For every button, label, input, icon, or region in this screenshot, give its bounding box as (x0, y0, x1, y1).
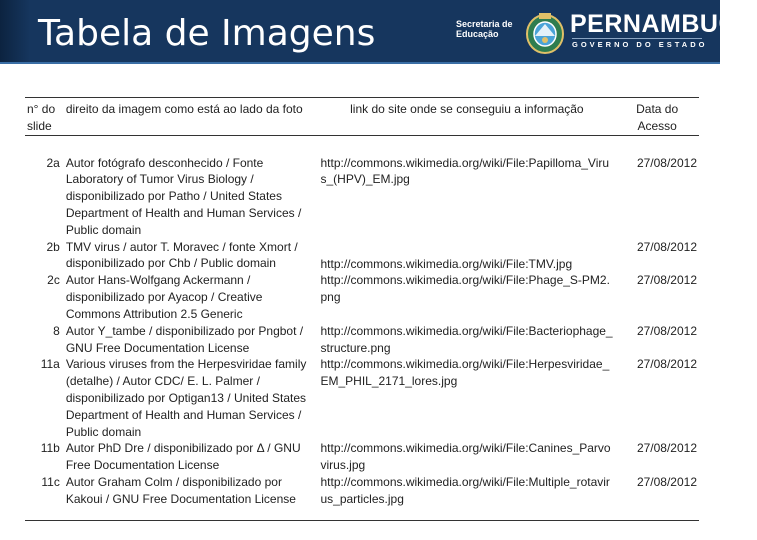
cell-date: 27/08/2012 (636, 273, 697, 288)
table-row (25, 323, 699, 357)
cell-link[interactable]: http://commons.wikimedia.org/wiki/File:Multiple_rotavirus_particles.jpg (318, 474, 615, 520)
header-link: link do site onde se conseguiu a informação (318, 98, 615, 136)
cell-rights: Various viruses from the Herpesviridae family (detalhe) / Autor CDC/ E. L. Palmer / disponibilizado por Optigan13 / United States Department of Health and Human Services / Public domain (65, 357, 307, 439)
cell-slide: 2c (47, 273, 60, 288)
header-slide-line-1: n° do (27, 102, 56, 116)
header-divider (0, 62, 720, 64)
header-slide-line-2: slide (27, 118, 52, 133)
cell-rights: Autor PhD Dre / disponibilizado por Δ / GNU Free Documentation License (65, 441, 301, 473)
table-row (25, 440, 699, 474)
header-date-line-1: Data do (636, 102, 679, 116)
cell-rights: Autor Y_tambe / disponibilizado por Pngbot / GNU Free Documentation License (65, 323, 304, 355)
brand-subtitle: GOVERNO DO ESTADO (572, 40, 708, 49)
header-date-line-2: Acesso (637, 118, 677, 133)
state-crest-icon (523, 10, 567, 56)
cell-rights: Autor Hans-Wolfgang Ackermann / disponibilizado por Ayacop / Creative Commons Attribution 2.5 Generic (65, 273, 263, 321)
secretaria-line-1: Secretaria de (456, 19, 513, 29)
cell-link[interactable]: http://commons.wikimedia.org/wiki/File:Papilloma_Virus_(HPV)_EM.jpg (320, 155, 610, 187)
header-slide (25, 98, 64, 136)
cell-date: 27/08/2012 (615, 474, 699, 520)
cell-slide: 8 (53, 323, 60, 338)
table-row (25, 239, 699, 273)
slide-header (0, 0, 757, 64)
brand-divider (572, 38, 702, 39)
cell-date: 27/08/2012 (636, 155, 697, 170)
secretaria-label (456, 19, 513, 39)
cell-slide: 11a (40, 357, 60, 372)
cell-date: 27/08/2012 (636, 357, 697, 372)
table-row (25, 135, 699, 238)
cell-rights: TMV virus / autor T. Moravec / fonte Xmort / disponibilizado por Chb / Public domain (65, 239, 298, 271)
cell-link[interactable]: http://commons.wikimedia.org/wiki/File:Bacteriophage_structure.png (320, 323, 613, 355)
cell-slide: 2b (46, 239, 60, 254)
cell-link[interactable]: http://commons.wikimedia.org/wiki/File:Canines_Parvovirus.jpg (320, 441, 611, 473)
cell-date: 27/08/2012 (636, 441, 697, 456)
cell-rights: Autor fotógrafo desconhecido / Fonte Laboratory of Tumor Virus Biology / disponibilizado por Patho / United States Department of Health and Human Services / Public domain (65, 155, 302, 237)
cell-slide: 11b (40, 441, 60, 456)
table-row (25, 356, 699, 440)
cell-slide: 2a (46, 155, 60, 170)
cell-date: 27/08/2012 (636, 239, 697, 254)
cell-link[interactable]: http://commons.wikimedia.org/wiki/File:Phage_S-PM2.png (320, 273, 610, 305)
brand-name: PERNAMBUCO (570, 10, 757, 38)
header-date (615, 98, 699, 136)
table-row (25, 474, 699, 520)
cell-date: 27/08/2012 (636, 323, 697, 338)
slide-title: Tabela de Imagens (38, 13, 376, 54)
table-header-row (25, 98, 699, 136)
cell-slide: 11c (25, 474, 64, 520)
images-table (25, 97, 699, 521)
secretaria-line-2: Educação (456, 29, 499, 39)
cell-rights: Autor Graham Colm / disponibilizado por Kakoui / GNU Free Documentation License (64, 474, 319, 520)
table-row (25, 272, 699, 322)
cell-link[interactable]: http://commons.wikimedia.org/wiki/File:TMV.jpg (320, 256, 573, 271)
header-rights: direito da imagem como está ao lado da foto (64, 98, 319, 136)
cell-link[interactable]: http://commons.wikimedia.org/wiki/File:Herpesviridae_EM_PHIL_2171_lores.jpg (320, 357, 610, 389)
header-shade (0, 0, 30, 64)
